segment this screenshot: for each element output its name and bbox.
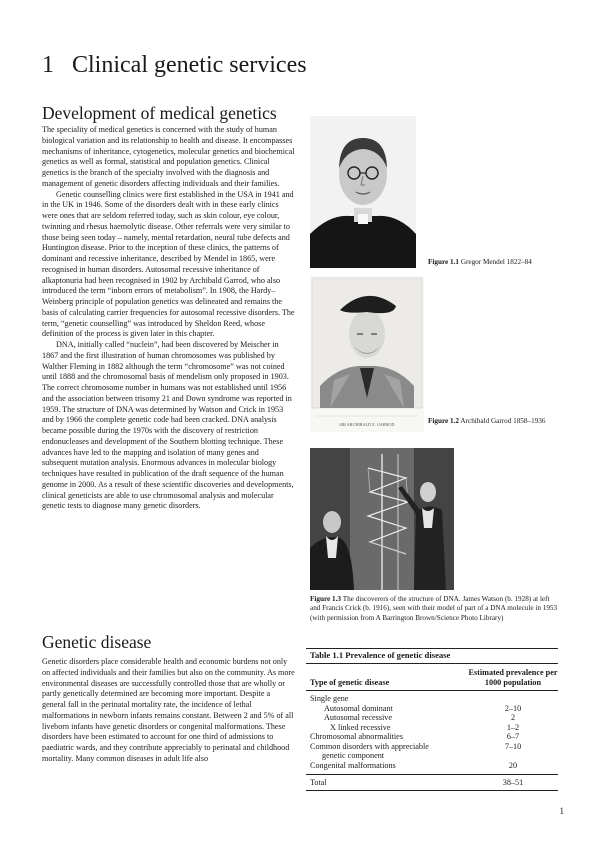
chapter-title: [42, 52, 307, 79]
watson-crick-photo-image: [310, 448, 454, 590]
section1-body: [42, 125, 296, 512]
figure-1-3-caption: [310, 595, 558, 623]
figure-1-3-text: The discoverers of the structure of DNA. James Watson (b. 1928) at left and Francis Crick (b. 1916), seen with their model of part of a DNA molecule in 1953 (with permission from A Barrington Brown/Science Photo Library): [310, 595, 558, 622]
chapter-number: 1: [42, 52, 54, 78]
table-total-row: Total 38–51: [306, 774, 558, 791]
table-row: Congenital malformations 20: [310, 760, 518, 770]
figure-dna-discoverers-photo: [310, 448, 454, 590]
table-header-type: Type of genetic disease: [310, 678, 390, 688]
figure-1-1-caption: [428, 258, 568, 267]
section1-paragraph-1: The speciality of medical genetics is concerned with the study of human biological variation and its relationship to health and disease. It encompasses mechanisms of inheritance, cytogenetics, molecular genetics and biochemical genetics as well as formal, statistical and population genetics. Clinical genetics is the branch of the specialty involved with the diagnosis and management of genetic disorders affecting individuals and their families.: [42, 125, 295, 188]
section1-paragraph-3: DNA, initially called “nuclein”, had been discovered by Meischer in 1867 and the first illustration of human chromosomes was published by Walther Fleming in 1882 although the term “chromosome” was not coined until 1888 and the chromosomal basis of mendelism only proposed in 1903. The correct chromosome number in humans was not established until 1956 and the association between trisomy 21 and Down syndrome was reported in 1959. The structure of DNA was determined by Watson and Crick in 1953 and by 1966 the complete genetic code had been cracked. DNA analysis became possible during the 1970s with the discovery of restriction endonucleases and development of the Southern blotting technique. These advances have led to the mapping and isolation of many genes and subsequent mutation analysis. Enormous advances in molecular biology techniques have resulted in publication of the draft sequence of the human genome in 2000. As a result of these scientific discoveries and developments, clinical geneticists are able to use chromosomal analysis and molecular genetic tests to diagnose many genetic disorders.: [42, 340, 294, 511]
figure-1-2-label: Figure 1.2: [428, 417, 460, 425]
mendel-portrait-image: [310, 116, 416, 268]
section-heading-genetic-disease: Genetic disease: [42, 632, 152, 652]
table-row: Autosomal recessive 2: [324, 713, 516, 723]
garrod-plate-text: SIR ARCHIBALD E. GARROD: [339, 422, 395, 427]
section1-paragraph-2: Genetic counselling clinics were first established in the USA in 1941 and in the UK in 1946. Some of the disorders dealt with in these early clinics were ones that are seldom referred today, such as skin colour, eye colour, twinning and rhesus haemolytic disease. Other referrals were very similar to those being seen today – namely, mental retardation, neural tube defects and Huntington disease. Prior to the inception of these clinics, the patterns of dominant and recessive inheritance, described by Mendel in 1865, were recognised in human disorders. Autosomal recessive inheritance of alkaptonuria had been recognised in 1902 by Archibald Garrod, who also introduced the term “inborn errors of metabolism”. In 1908, the Hardy–Weinberg principle of population genetics was delineated and remains the basis of calculating carrier frequencies for autosomal recessive disorders. The term, “genetic counselling” was introduced by Sheldon Reed, whose definition of the process is given later in this chapter.: [42, 189, 295, 339]
figure-1-2-text: Archibald Garrod 1858–1936: [460, 417, 546, 425]
table-row: X linked recessive 1–2: [330, 722, 520, 732]
table-row: Chromosomal abnormalities 6–7: [310, 732, 520, 742]
table-row: genetic component: [322, 751, 385, 761]
table-title: Table 1.1 Prevalence of genetic disease: [306, 648, 558, 664]
chapter-title-text: Clinical genetic services: [72, 52, 307, 78]
section-heading-development: Development of medical genetics: [42, 103, 277, 123]
table-header-row: [306, 664, 558, 691]
figure-garrod-image: [310, 276, 424, 432]
figure-1-3-label: Figure 1.3: [310, 595, 342, 603]
prevalence-table: [306, 648, 558, 791]
table-row: Single gene: [310, 694, 349, 704]
figure-mendel-photo: [310, 116, 416, 268]
section2-paragraph-1: Genetic disorders place considerable health and economic burdens not only on affected individuals and their families but also on the community. As more environmental diseases are successfully controlled those that are wholly or partly genetically determined are becoming more important. Despite a general fall in the perinatal mortality rate, the incidence of lethal malformations in newborn infants remains constant. Between 2 and 5% of all liveborn infants have genetic disorders or congenital malformations. These disorders have been estimated to account for one third of admissions to paediatric wards, and they contribute appreciably to perinatal and childhood mortality. Many common diseases in adult life also: [42, 657, 295, 763]
table-row: Common disorders with appreciable 7–10: [310, 741, 522, 751]
figure-1-1-text: Gregor Mendel 1822–84: [460, 258, 532, 266]
figure-1-2-caption: [428, 417, 568, 426]
figure-1-1-label: Figure 1.1: [428, 258, 460, 266]
garrod-etching-image: [310, 276, 424, 432]
section2-body: [42, 657, 296, 765]
table-row: Autosomal dominant 2–10: [324, 703, 522, 713]
page-number: 1: [559, 806, 564, 816]
table-header-prevalence: Estimated prevalence per 1000 population: [468, 668, 558, 687]
